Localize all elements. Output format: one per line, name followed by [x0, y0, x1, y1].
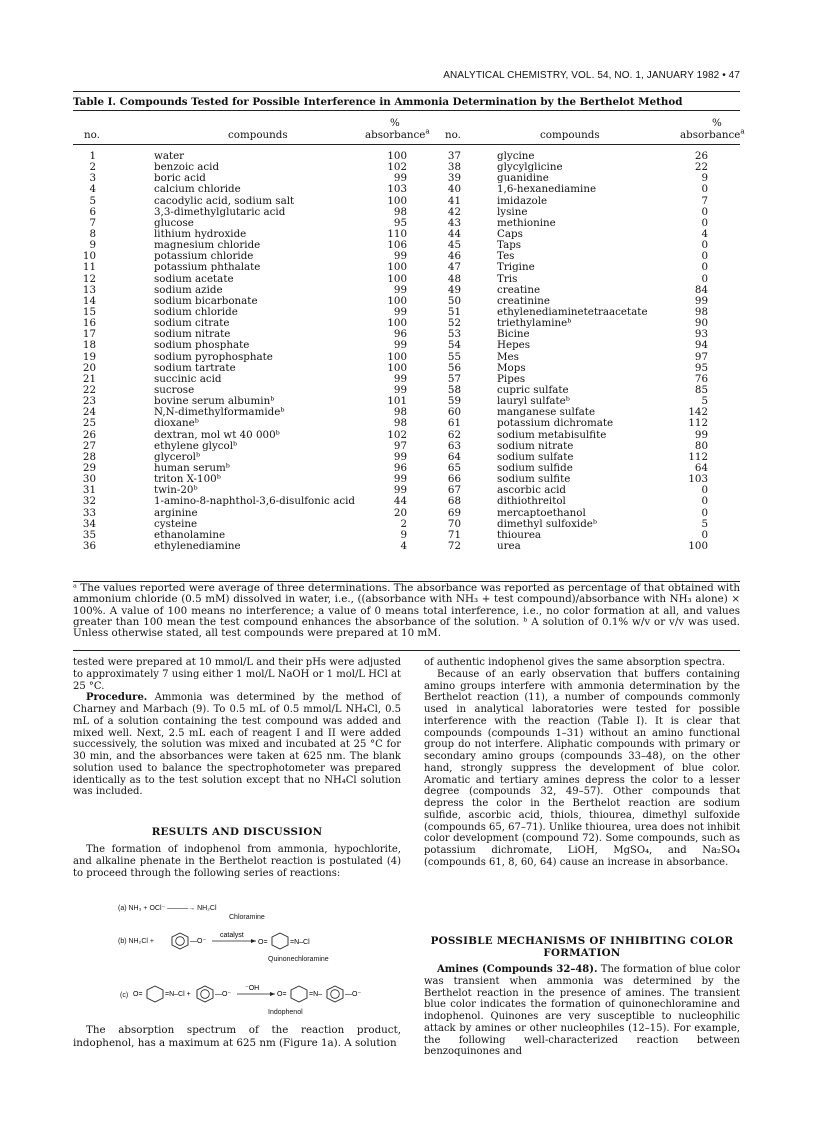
- compound-number: 66: [447, 473, 461, 486]
- compound-name: dextran, mol wt 40 000ᵇ: [154, 428, 280, 441]
- compound-name: sodium chloride: [154, 305, 238, 318]
- compound-number: 51: [447, 305, 461, 318]
- table-top-rule: [73, 91, 740, 92]
- compound-number: 56: [447, 361, 461, 374]
- reaction-c-structures: [133, 981, 373, 1007]
- absorbance-value: 9: [400, 528, 407, 541]
- header-compounds-left: compounds: [228, 129, 288, 141]
- absorbance-value: 93: [694, 328, 708, 341]
- absorbance-value: 98: [393, 205, 407, 218]
- right-absorbance-column: [660, 151, 708, 552]
- absorbance-value: 112: [688, 417, 708, 430]
- absorbance-value: 95: [694, 361, 708, 374]
- compound-number: 6: [89, 205, 96, 218]
- amines-paragraph: Amines (Compounds 32–48). The formation of blue color was transient when ammonia was determined by the Berthelot reaction in the presence of amines. The transient blue color indicates the formation of quinonechloramine and indophenol. Quinones are very susceptible to nucleophilic attack by amines or other nucleophiles (12–15). For example, the following well-characterized reaction between benzoquinones and: [424, 964, 740, 1058]
- absorbance-value: 100: [387, 350, 407, 363]
- compound-number: 52: [447, 317, 461, 330]
- compound-name: sodium acetate: [154, 272, 234, 285]
- compound-name: N,N-dimethylformamideᵇ: [154, 406, 285, 419]
- absorbance-value: 98: [694, 305, 708, 318]
- compound-number: 71: [447, 528, 461, 541]
- compound-name: imidazole: [497, 194, 548, 207]
- absorbance-value: 100: [387, 261, 407, 274]
- compound-name: Tes: [497, 250, 515, 263]
- compound-name: dimethyl sulfoxideᵇ: [497, 517, 598, 530]
- absorbance-value: 0: [701, 183, 708, 196]
- absorbance-value: 0: [701, 216, 708, 229]
- svg-text:—O⁻: —O⁻: [345, 991, 362, 998]
- compound-number: 30: [82, 473, 96, 486]
- absorbance-value: 4: [701, 227, 708, 240]
- compound-number: 67: [447, 484, 461, 497]
- compound-number: 57: [447, 372, 461, 385]
- compound-name: human serumᵇ: [154, 461, 230, 474]
- compound-name: dithiothreitol: [497, 495, 566, 508]
- absorbance-value: 0: [701, 205, 708, 218]
- compound-number: 39: [447, 172, 461, 185]
- absorbance-value: 99: [694, 294, 708, 307]
- compound-name: glucose: [154, 216, 194, 229]
- compound-number: 47: [447, 261, 461, 274]
- absorbance-value: 99: [393, 305, 407, 318]
- header-pct-left: %: [390, 117, 400, 129]
- header-absorbance-right: absorbance$^a$: [680, 126, 745, 141]
- compound-number: 72: [447, 539, 461, 552]
- absorbance-value: 26: [694, 150, 708, 162]
- absorbance-value: 112: [688, 450, 708, 463]
- absorbance-value: 0: [701, 528, 708, 541]
- oh-label: ⁻OH: [245, 985, 260, 992]
- absorbance-value: 4: [400, 539, 407, 552]
- absorbance-value: 142: [688, 406, 708, 419]
- compound-number: 29: [82, 461, 96, 474]
- compound-number: 40: [447, 183, 461, 196]
- absorbance-value: 44: [393, 495, 407, 508]
- compound-number: 35: [82, 528, 96, 541]
- compound-name: sodium azide: [154, 283, 223, 296]
- left-absorbance-column: [360, 151, 407, 552]
- absorbance-value: 98: [393, 406, 407, 419]
- compound-name: cacodylic acid, sodium salt: [154, 194, 295, 207]
- absorbance-value: 2: [400, 517, 407, 530]
- right-compound-column: [497, 151, 677, 552]
- compound-number: 1: [89, 150, 96, 162]
- left-column-top: [73, 657, 401, 798]
- compound-name: magnesium chloride: [154, 239, 261, 252]
- compound-number: 37: [447, 150, 461, 162]
- absorbance-value: 103: [688, 473, 708, 486]
- compound-name: lauryl sulfateᵇ: [497, 395, 570, 408]
- svg-text:—O⁻: —O⁻: [190, 938, 207, 945]
- svg-text:=N–Cl +: =N–Cl +: [165, 991, 191, 998]
- compound-name: sodium phosphate: [154, 339, 250, 352]
- compound-number: 13: [82, 283, 96, 296]
- compound-number: 21: [82, 372, 96, 385]
- absorbance-value: 80: [694, 439, 708, 452]
- compound-name: glycine: [497, 150, 535, 162]
- compound-name: glycylglicine: [497, 161, 563, 174]
- compound-number: 68: [447, 495, 461, 508]
- catalyst-label: catalyst: [220, 932, 244, 939]
- compound-number: 2: [89, 161, 96, 174]
- compound-number: 9: [89, 239, 96, 252]
- compound-number: 44: [447, 227, 461, 240]
- compound-name: Hepes: [497, 339, 531, 352]
- compound-name: cupric sulfate: [497, 383, 569, 396]
- absorbance-value: 85: [694, 383, 708, 396]
- left-para-2: The formation of indophenol from ammonia, hypochlorite, and alkaline phenate in the Berthelot reaction is postulated (4) to proceed through the following series of reactions:: [73, 844, 401, 879]
- absorbance-value: 0: [701, 250, 708, 263]
- compound-number: 45: [447, 239, 461, 252]
- compound-name: sodium bicarbonate: [154, 294, 258, 307]
- compound-name: bovine serum albuminᵇ: [154, 395, 275, 408]
- absorbance-value: 0: [701, 261, 708, 274]
- compound-number: 61: [447, 417, 461, 430]
- compound-name: sodium pyrophosphate: [154, 350, 273, 363]
- absorbance-value: 97: [393, 439, 407, 452]
- compound-number: 48: [447, 272, 461, 285]
- absorbance-value: 64: [694, 461, 708, 474]
- compound-number: 53: [447, 328, 461, 341]
- compound-name: lithium hydroxide: [154, 227, 247, 240]
- compound-number: 12: [82, 272, 96, 285]
- footnote-rule: [73, 650, 740, 651]
- header-absorbance-left: absorbance$^a$: [365, 126, 430, 141]
- absorbance-value: 99: [393, 484, 407, 497]
- compound-name: urea: [497, 539, 521, 552]
- table-caption: Table I. Compounds Tested for Possible Interference in Ammonia Determination by the Berthelot Method: [73, 96, 683, 108]
- compound-name: Tris: [497, 272, 518, 285]
- compound-number: 62: [447, 428, 461, 441]
- compound-name: ethylene glycolᵇ: [154, 439, 238, 452]
- compound-number: 49: [447, 283, 461, 296]
- left-para-1: tested were prepared at 10 mmol/L and their pHs were adjusted to approximately 7 using either 1 mol/L NaOH or 1 mol/L HCl at 25 °C.: [73, 657, 401, 692]
- compound-name: sodium sulfite: [497, 473, 571, 486]
- absorbance-value: 101: [387, 395, 407, 408]
- compound-number: 10: [82, 250, 96, 263]
- absorbance-value: 100: [387, 317, 407, 330]
- absorbance-value: 7: [701, 194, 708, 207]
- compound-name: ethylenediaminetetraacetate: [497, 305, 648, 318]
- compound-name: sodium nitrate: [154, 328, 231, 341]
- compound-number: 14: [82, 294, 96, 307]
- reaction-b-left: (b) NH₂Cl +: [118, 938, 154, 945]
- absorbance-value: 99: [694, 428, 708, 441]
- absorbance-value: 100: [688, 539, 708, 552]
- header-no-right: no.: [445, 129, 461, 141]
- compound-name: guanidine: [497, 172, 549, 185]
- compound-name: calcium chloride: [154, 183, 241, 196]
- compound-name: lysine: [497, 205, 528, 218]
- compound-name: ethylenediamine: [154, 539, 241, 552]
- running-head: ANALYTICAL CHEMISTRY, VOL. 54, NO. 1, JANUARY 1982 • 47: [443, 70, 740, 81]
- svg-text:—O⁻: —O⁻: [215, 991, 232, 998]
- compound-number: 64: [447, 450, 461, 463]
- absorbance-value: 9: [701, 172, 708, 185]
- absorbance-value: 100: [387, 294, 407, 307]
- absorbance-value: 20: [393, 506, 407, 519]
- compound-name: boric acid: [154, 172, 206, 185]
- compound-name: benzoic acid: [154, 161, 220, 174]
- compound-number: 15: [82, 305, 96, 318]
- right-para-1: of authentic indophenol gives the same absorption spectra.: [424, 657, 726, 668]
- compound-name: twin-20ᵇ: [154, 484, 198, 497]
- absorbance-value: 98: [393, 417, 407, 430]
- compound-number: 70: [447, 517, 461, 530]
- compound-number: 65: [447, 461, 461, 474]
- compound-name: methionine: [497, 216, 556, 229]
- absorbance-value: 22: [694, 161, 708, 174]
- reaction-c-left: (c): [120, 992, 129, 999]
- left-no-column: [70, 151, 96, 552]
- compound-number: 41: [447, 194, 461, 207]
- compound-number: 25: [82, 417, 96, 430]
- compound-name: arginine: [154, 506, 198, 519]
- absorbance-value: 99: [393, 473, 407, 486]
- reaction-a: (a) NH₃ + OCl⁻ ———→ NH₂Cl: [118, 905, 217, 912]
- compound-name: triethylamineᵇ: [497, 317, 572, 330]
- compound-name: sodium nitrate: [497, 439, 574, 452]
- absorbance-value: 0: [701, 239, 708, 252]
- absorbance-value: 99: [393, 372, 407, 385]
- absorbance-value: 106: [387, 239, 407, 252]
- header-pct-right: %: [712, 117, 722, 129]
- compound-name: sodium citrate: [154, 317, 230, 330]
- compound-number: 11: [82, 261, 96, 274]
- absorbance-value: 99: [393, 339, 407, 352]
- absorbance-value: 100: [387, 194, 407, 207]
- table-footnote: ᵃ The values reported were average of three determinations. The absorbance was reported as percentage of that obtained with ammonium chloride (0.5 mM) dissolved in water, i.e., ((absorbance with NH₃ + test compound)/absorbance with NH₃ alone) × 100%. A value of 100 means no interference; a value of 0 means total interference, i.e., no color formation at all, and values greater than 100 mean the test compound enhances the absorbance of the solution. ᵇ A solution of 0.1% w/v or v/v was used. Unless otherwise stated, all test compounds were prepared at 10 mM.: [73, 582, 740, 640]
- compound-name: potassium dichromate: [497, 417, 614, 430]
- absorbance-value: 99: [393, 172, 407, 185]
- left-compound-column: [154, 151, 384, 552]
- compound-number: 8: [89, 227, 96, 240]
- compound-number: 31: [82, 484, 96, 497]
- compound-name: Pipes: [497, 372, 526, 385]
- right-no-column: [433, 151, 461, 552]
- absorbance-value: 0: [701, 495, 708, 508]
- compound-number: 18: [82, 339, 96, 352]
- compound-name: sodium tartrate: [154, 361, 236, 374]
- procedure-paragraph: Procedure. Ammonia was determined by the method of Charney and Marbach (9). To 0.5 mL of 0.5 mmol/L NH₄Cl, 0.5 mL of a solution containing the test compound was added and mixed well. Next, 2.5 mL each of reagent I and II were added successively, the solution was mixed and incubated at 25 °C for 30 min, and the absorbances were taken at 625 nm. The blank solution used to balance the spectrophotometer was prepared identically as to the test solution except that no NH₄Cl solution was included.: [73, 692, 401, 798]
- absorbance-value: 0: [701, 506, 708, 519]
- compound-name: Bicine: [497, 328, 530, 341]
- compound-name: 1-amino-8-naphthol-3,6-disulfonic acid: [154, 495, 356, 508]
- absorbance-value: 90: [694, 317, 708, 330]
- compound-name: mercaptoethanol: [497, 506, 586, 519]
- compound-name: sodium metabisulfite: [497, 428, 607, 441]
- right-column-top: [424, 657, 740, 869]
- compound-name: creatine: [497, 283, 541, 296]
- compound-name: glycerolᵇ: [154, 450, 201, 463]
- compound-number: 32: [82, 495, 96, 508]
- compound-name: manganese sulfate: [497, 406, 596, 419]
- absorbance-value: 5: [701, 395, 708, 408]
- compound-name: sucrose: [154, 383, 195, 396]
- compound-number: 17: [82, 328, 96, 341]
- header-compounds-right: compounds: [540, 129, 600, 141]
- compound-number: 50: [447, 294, 461, 307]
- compound-name: triton X-100ᵇ: [154, 473, 221, 486]
- compound-number: 63: [447, 439, 461, 452]
- mechanisms-heading: POSSIBLE MECHANISMS OF INHIBITING COLOR FORMATION: [430, 935, 734, 959]
- compound-number: 16: [82, 317, 96, 330]
- compound-name: Trigine: [497, 261, 535, 274]
- header-no-left: no.: [84, 129, 100, 141]
- absorbance-value: 100: [387, 272, 407, 285]
- compound-number: 43: [447, 216, 461, 229]
- compound-name: sodium sulfate: [497, 450, 574, 463]
- compound-number: 60: [447, 406, 461, 419]
- compound-number: 3: [89, 172, 96, 185]
- compound-name: cysteine: [154, 517, 198, 530]
- absorbance-value: 94: [694, 339, 708, 352]
- compound-number: 34: [82, 517, 96, 530]
- compound-number: 24: [82, 406, 96, 419]
- results-heading: RESULTS AND DISCUSSION: [151, 826, 323, 838]
- compound-number: 58: [447, 383, 461, 396]
- compound-number: 38: [447, 161, 461, 174]
- compound-name: dioxaneᵇ: [154, 417, 199, 430]
- absorbance-value: 5: [701, 517, 708, 530]
- absorbance-value: 99: [393, 283, 407, 296]
- compound-number: 23: [82, 395, 96, 408]
- compound-name: potassium chloride: [154, 250, 254, 263]
- compound-number: 19: [82, 350, 96, 363]
- absorbance-value: 99: [393, 383, 407, 396]
- compound-name: Caps: [497, 227, 523, 240]
- compound-number: 42: [447, 205, 461, 218]
- absorbance-value: 76: [694, 372, 708, 385]
- svg-text:O=: O=: [277, 991, 287, 998]
- reaction-b-label: Quinonechloramine: [268, 956, 329, 963]
- svg-text:O=: O=: [133, 991, 143, 998]
- left-para-3: The absorption spectrum of the reaction product, indophenol, has a maximum at 625 nm (Figure 1a). A solution: [73, 1024, 401, 1049]
- compound-number: 28: [82, 450, 96, 463]
- absorbance-value: 96: [393, 461, 407, 474]
- compound-number: 69: [447, 506, 461, 519]
- reaction-a-label: Chloramine: [229, 914, 265, 921]
- absorbance-value: 99: [393, 450, 407, 463]
- absorbance-value: 110: [387, 227, 407, 240]
- compound-name: 1,6-hexanediamine: [497, 183, 597, 196]
- table-header-rule: [73, 144, 740, 145]
- svg-text:O=: O=: [258, 939, 268, 946]
- compound-name: Mops: [497, 361, 526, 374]
- compound-name: 3,3-dimethylglutaric acid: [154, 205, 286, 218]
- compound-number: 7: [89, 216, 96, 229]
- compound-number: 27: [82, 439, 96, 452]
- absorbance-value: 0: [701, 272, 708, 285]
- absorbance-value: 96: [393, 328, 407, 341]
- svg-text:=N–Cl: =N–Cl: [290, 939, 310, 946]
- compound-number: 33: [82, 506, 96, 519]
- absorbance-value: 100: [387, 150, 407, 162]
- absorbance-value: 0: [701, 484, 708, 497]
- absorbance-value: 102: [387, 161, 407, 174]
- compound-number: 59: [447, 395, 461, 408]
- table-caption-rule: [73, 110, 740, 111]
- right-para-2: Because of an early observation that buffers containing amino groups interfere with ammonia determination by the Berthelot reaction (11), a number of compounds commonly used in analytical laboratories were tested for possible interference with the reaction (Table I). It is clear that compounds (compounds 1–31) without an amino functional group do not interfere. Aliphatic compounds with primary or secondary amino groups (compounds 33–48), on the other hand, strongly suppress the development of blue color. Aromatic and tertiary amines depress the color to a lesser degree (compounds 32, 49–57). Other compounds that depress the color in the Berthelot reaction are sodium sulfide, ascorbic acid, thiols, thiourea, dimethyl sulfoxide (compounds 65, 67–71). Unlike thiourea, urea does not inhibit color development (compound 72). Some compounds, such as potassium dichromate, LiOH, MgSO₄, and Na₂SO₄ (compounds 61, 8, 60, 64) cause an increase in absorbance.: [424, 668, 740, 868]
- compound-number: 4: [89, 183, 96, 196]
- compound-name: water: [154, 150, 185, 162]
- compound-number: 22: [82, 383, 96, 396]
- compound-name: succinic acid: [154, 372, 222, 385]
- compound-name: sodium sulfide: [497, 461, 573, 474]
- compound-name: Taps: [497, 239, 522, 252]
- compound-number: 26: [82, 428, 96, 441]
- compound-name: thiourea: [497, 528, 542, 541]
- compound-number: 54: [447, 339, 461, 352]
- compound-number: 55: [447, 350, 461, 363]
- compound-name: ethanolamine: [154, 528, 226, 541]
- compound-name: Mes: [497, 350, 519, 363]
- compound-number: 20: [82, 361, 96, 374]
- compound-name: potassium phthalate: [154, 261, 261, 274]
- compound-name: ascorbic acid: [497, 484, 567, 497]
- absorbance-value: 97: [694, 350, 708, 363]
- reaction-b-structures: [168, 929, 328, 953]
- absorbance-value: 102: [387, 428, 407, 441]
- absorbance-value: 84: [694, 283, 708, 296]
- compound-number: 5: [89, 194, 96, 207]
- compound-number: 46: [447, 250, 461, 263]
- compound-number: 36: [82, 539, 96, 552]
- absorbance-value: 103: [387, 183, 407, 196]
- absorbance-value: 95: [393, 216, 407, 229]
- absorbance-value: 100: [387, 361, 407, 374]
- absorbance-value: 99: [393, 250, 407, 263]
- reaction-c-label: Indophenol: [268, 1009, 303, 1016]
- svg-text:=N–: =N–: [309, 991, 323, 998]
- compound-name: creatinine: [497, 294, 551, 307]
